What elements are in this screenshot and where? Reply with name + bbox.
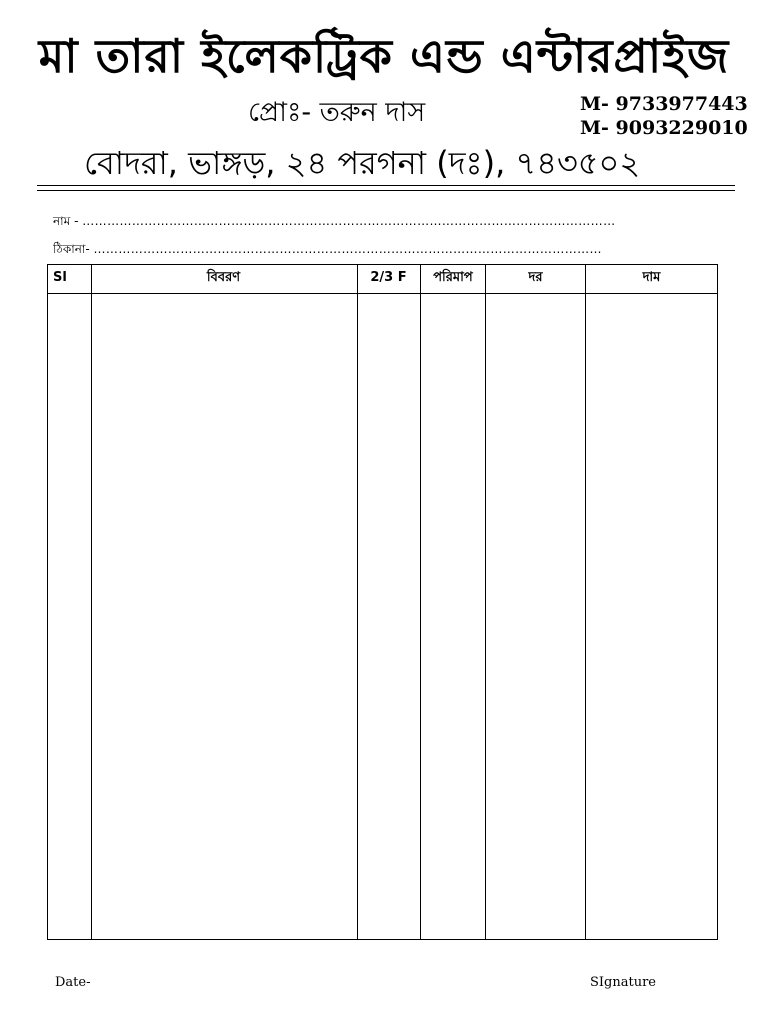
header-divider-top: [37, 185, 735, 186]
column-divider: [357, 265, 358, 939]
column-divider: [585, 265, 586, 939]
phone-numbers: [580, 92, 748, 140]
shop-address: বোদরা, ভাঙ্গড়, ২৪ পরগনা (দঃ), ৭৪৩৫০২: [84, 144, 641, 182]
phone-number-2: M- 9093229010: [580, 117, 748, 139]
bill-table: [47, 264, 718, 940]
column-header-amount: দাম: [642, 270, 661, 285]
customer-name-dotted-blank: …………………………………………………………………………………………………………………: [82, 214, 616, 228]
column-header-description: বিবরণ: [206, 270, 241, 285]
customer-name-line: [53, 213, 713, 233]
signature-label: SIgnature: [590, 975, 656, 990]
column-header-fraction: 2/3 F: [370, 270, 407, 285]
customer-address-line: [53, 241, 713, 261]
phone-number-1: M- 9733977443: [580, 93, 748, 115]
customer-name-label: নাম -: [53, 214, 79, 228]
table-header-row: [48, 265, 717, 294]
column-divider: [91, 265, 92, 939]
column-header-rate: দর: [528, 270, 543, 285]
customer-address-dotted-blank: ……………………………………………………………………………………………………………: [93, 242, 602, 256]
column-divider: [485, 265, 486, 939]
column-header-measure: পরিমাপ: [433, 270, 473, 285]
header-divider-bottom: [37, 190, 735, 191]
customer-address-label: ঠিকানা-: [53, 242, 90, 256]
proprietor-name: প্রোঃ- তরুন দাস: [248, 97, 426, 128]
column-header-serial: Sl: [53, 270, 67, 285]
shop-name: মা তারা ইলেকট্রিক এন্ড এন্টারপ্রাইজ: [38, 29, 730, 83]
date-label: Date-: [55, 975, 91, 990]
column-divider: [420, 265, 421, 939]
